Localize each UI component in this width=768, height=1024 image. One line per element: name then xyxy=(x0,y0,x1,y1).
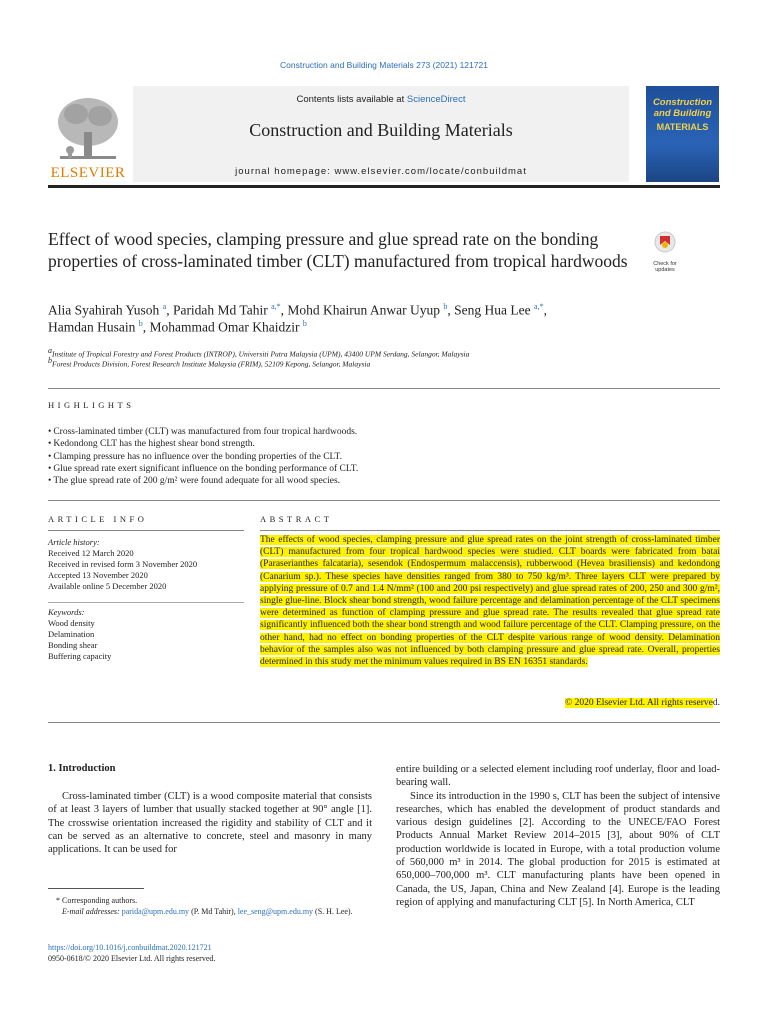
journal-reference[interactable]: Construction and Building Materials 273 (2021) 121721 xyxy=(280,60,488,70)
cover-subtitle: MATERIALS xyxy=(656,122,709,132)
article-title: Effect of wood species, clamping pressure and glue spread rate on the bonding properties of cross-laminated timber (CLT) manufactured from tropical hardwoods xyxy=(48,229,628,271)
section-rule xyxy=(48,388,720,389)
copyright-tail: d. xyxy=(712,698,720,708)
author-name: Alia Syahirah Yusoh xyxy=(48,302,160,318)
affiliation-a-text: Institute of Tropical Forestry and Forest Products (INTROP), Universiti Putra Malaysia (UPM), 43400 UPM Serdang, Selangor, Malaysia xyxy=(52,349,470,359)
author-affiliation-mark[interactable]: b xyxy=(302,319,307,328)
email-label: E-mail addresses: xyxy=(62,907,120,916)
check-for-updates-badge[interactable] xyxy=(647,230,683,273)
highlight-item: • Cross-laminated timber (CLT) was manufactured from four tropical hardwoods. xyxy=(48,426,548,438)
keyword: Bonding shear xyxy=(48,640,98,650)
doi-link[interactable]: https://doi.org/10.1016/j.conbuildmat.2020.121721 xyxy=(48,943,212,952)
introduction-column-2 xyxy=(396,763,720,909)
author-affiliation-mark[interactable]: a,* xyxy=(271,302,281,311)
history-online: Available online 5 December 2020 xyxy=(48,581,167,591)
history-label: Article history: xyxy=(48,537,100,547)
journal-title: Construction and Building Materials xyxy=(249,120,513,140)
keywords-block xyxy=(48,607,244,662)
keyword: Delamination xyxy=(48,629,95,639)
introduction-paragraph-1: Cross-laminated timber (CLT) is a wood composite material that consists of at least 3 layers of lumber that usually stacked together at 90° angle [1]. The crosswise orientation increased the rigidity and stability of CLT and it can be served as an alternative to concrete, steel and masonry in many applications. It can be used for xyxy=(48,791,372,856)
author-name: Hamdan Husain xyxy=(48,319,136,335)
footnote-rule xyxy=(48,888,144,889)
homepage-url[interactable]: www.elsevier.com/locate/conbuildmat xyxy=(334,166,527,177)
article-info-rule xyxy=(48,530,244,531)
introduction-paragraph-2: Since its introduction in the 1990 s, CLT has been the subject of intensive researches, which has enabled the development of product standards and various design guidelines [2]. According to the UNECE/FAO Forest Products Annual Market Review 2014–2015 [3], about 90% of CLT production worldwide is located in Europe, with a total production volume of 560,000 m³ in 2014. The global production for 2015 is estimated at 650,000–700,000 m³. CLT manufacturing plants have been opened in Canada, the US, Japan, China and New Zealand [4]. Europe is the leading region of applying and manufacturing CLT [5]. In North America, CLT xyxy=(396,790,720,908)
affiliation-b-text: Forest Products Division, Forest Research Institute Malaysia (FRIM), 52109 Kepong, Selangor, Malaysia xyxy=(52,359,371,369)
author-name: Mohd Khairun Anwar Uyup xyxy=(287,302,441,318)
homepage-prefix: journal homepage: xyxy=(235,166,335,177)
contents-prefix: Contents lists available at xyxy=(296,94,407,105)
badge-line2: updates xyxy=(655,267,675,273)
author-affiliation-mark[interactable]: a,* xyxy=(534,302,544,311)
highlight-item: • Clamping pressure has no influence over the bonding properties of the CLT. xyxy=(48,451,548,463)
email-link[interactable]: parida@upm.edu.my xyxy=(121,907,190,916)
highlight-item: • Glue spread rate exert significant influence on the bonding performance of CLT. xyxy=(48,463,548,475)
contents-line xyxy=(133,94,629,105)
author-name: Mohammad Omar Khaidzir xyxy=(149,319,300,335)
highlights-list xyxy=(48,426,548,487)
authors-line-2: Hamdan Husain $^b$, Mohammad Omar Khaidzir $^b$ xyxy=(48,319,307,335)
issn-line: 0950-0618/© 2020 Elsevier Ltd. All rights reserved. xyxy=(48,954,216,963)
journal-homepage xyxy=(133,166,629,177)
sciencedirect-link[interactable]: ScienceDirect xyxy=(406,94,466,105)
history-revised: Received in revised form 3 November 2020 xyxy=(48,559,198,569)
history-received: Received 12 March 2020 xyxy=(48,548,134,558)
highlight-item: • The glue spread rate of 200 g/m² were found adequate for all wood species. xyxy=(48,475,548,487)
author-affiliation-mark[interactable]: b xyxy=(443,302,448,311)
elsevier-wordmark: ELSEVIER xyxy=(50,165,126,181)
corresponding-authors: Corresponding authors. xyxy=(62,896,138,905)
author-name: Seng Hua Lee xyxy=(454,302,531,318)
highlights-heading: HIGHLIGHTS xyxy=(48,400,135,410)
history-accepted: Accepted 13 November 2020 xyxy=(48,570,148,580)
affiliation-a: $^a$Institute of Tropical Forestry and Forest Products (INTROP), Universiti Putra Malaysia (UPM), 43400 UPM Serdang, Selangor, Malaysia xyxy=(48,346,470,359)
abstract-rule xyxy=(260,530,720,531)
article-info-heading: ARTICLE INFO xyxy=(48,514,148,524)
keyword: Buffering capacity xyxy=(48,651,112,661)
copyright-highlighted: © 2020 Elsevier Ltd. All rights reserve xyxy=(565,698,713,708)
affiliation-b: $^b$Forest Products Division, Forest Research Institute Malaysia (FRIM), 52109 Kepong, Selangor, Malaysia xyxy=(48,356,371,369)
abstract-copyright xyxy=(260,698,720,708)
email-owner: (P. Md Tahir), xyxy=(191,907,236,916)
abstract-highlighted-text: The effects of wood species, clamping pressure and glue spread rates on the joint strength of cross-laminated timber (CLT) manufactured from four tropical hardwood species were studied. CLT boards were fabricated from batai (Paraserianthes falcataria), sesendok (Endospermum malaccensis), rubberwood (Hevea brasiliensis) and kedondong (Canarium sp.). These species have densities ranged from 380 to 750 kg/m³. Three layers CLT were prepared by applying pressure of 0.7 and 1.4 N/mm² (100 and 200 psi respectively) and glue spread rates of 200, 250 and 300 g/m², single glue-line. Block shear bond strength, wood failure percentage and delamination percentage of the CLT specimens were determined as function of clamping pressure and glue spread rate. The results revealed that glue spread rate significantly influenced both the shear bond strength and wood failure percentage of the CLT. Clamping pressure, on the other hand, had no effect on bonding properties of the CLT despite various range of wood density. Delamination behavior of the samples also was not influenced by both clamping pressure and glue spread rate. Overall, properties determined in this study met the minimum values required in BS EN 16351 standards. xyxy=(260,535,720,668)
abstract-body xyxy=(260,534,720,668)
author-affiliation-mark[interactable]: a xyxy=(162,302,167,311)
article-info-divider xyxy=(48,602,244,603)
keywords-label: Keywords: xyxy=(48,607,85,617)
footnote: * Corresponding authors. E-mail addresses: parida@upm.edu.my (P. Md Tahir), lee_seng@upm.edu.my (S. H. Lee). xyxy=(56,896,353,916)
introduction-paragraph-continued: entire building or a selected element including roof underlay, floor and load-bearing wall. xyxy=(396,764,720,789)
cover-title: Construction and Building xyxy=(652,97,713,119)
abstract-heading: ABSTRACT xyxy=(260,514,333,524)
email-owner: (S. H. Lee). xyxy=(315,907,353,916)
author-affiliation-mark[interactable]: b xyxy=(138,319,143,328)
highlight-item: • Kedondong CLT has the highest shear bond strength. xyxy=(48,438,548,450)
section-rule xyxy=(48,722,720,723)
badge-line1: Check for xyxy=(653,261,677,267)
keyword: Wood density xyxy=(48,618,95,628)
introduction-heading: 1. Introduction xyxy=(48,763,116,774)
author-name: Paridah Md Tahir xyxy=(172,302,268,318)
email-link[interactable]: lee_seng@upm.edu.my xyxy=(237,907,314,916)
header-rule xyxy=(48,185,720,188)
section-rule xyxy=(48,500,720,501)
article-history xyxy=(48,537,244,592)
crossmark-icon xyxy=(647,230,683,256)
authors-line-1: Alia Syahirah Yusoh $^a$, Paridah Md Tahir $^{a,*}$, Mohd Khairun Anwar Uyup $^b$, Seng Hua Lee $^{a,*}$, xyxy=(48,302,547,318)
